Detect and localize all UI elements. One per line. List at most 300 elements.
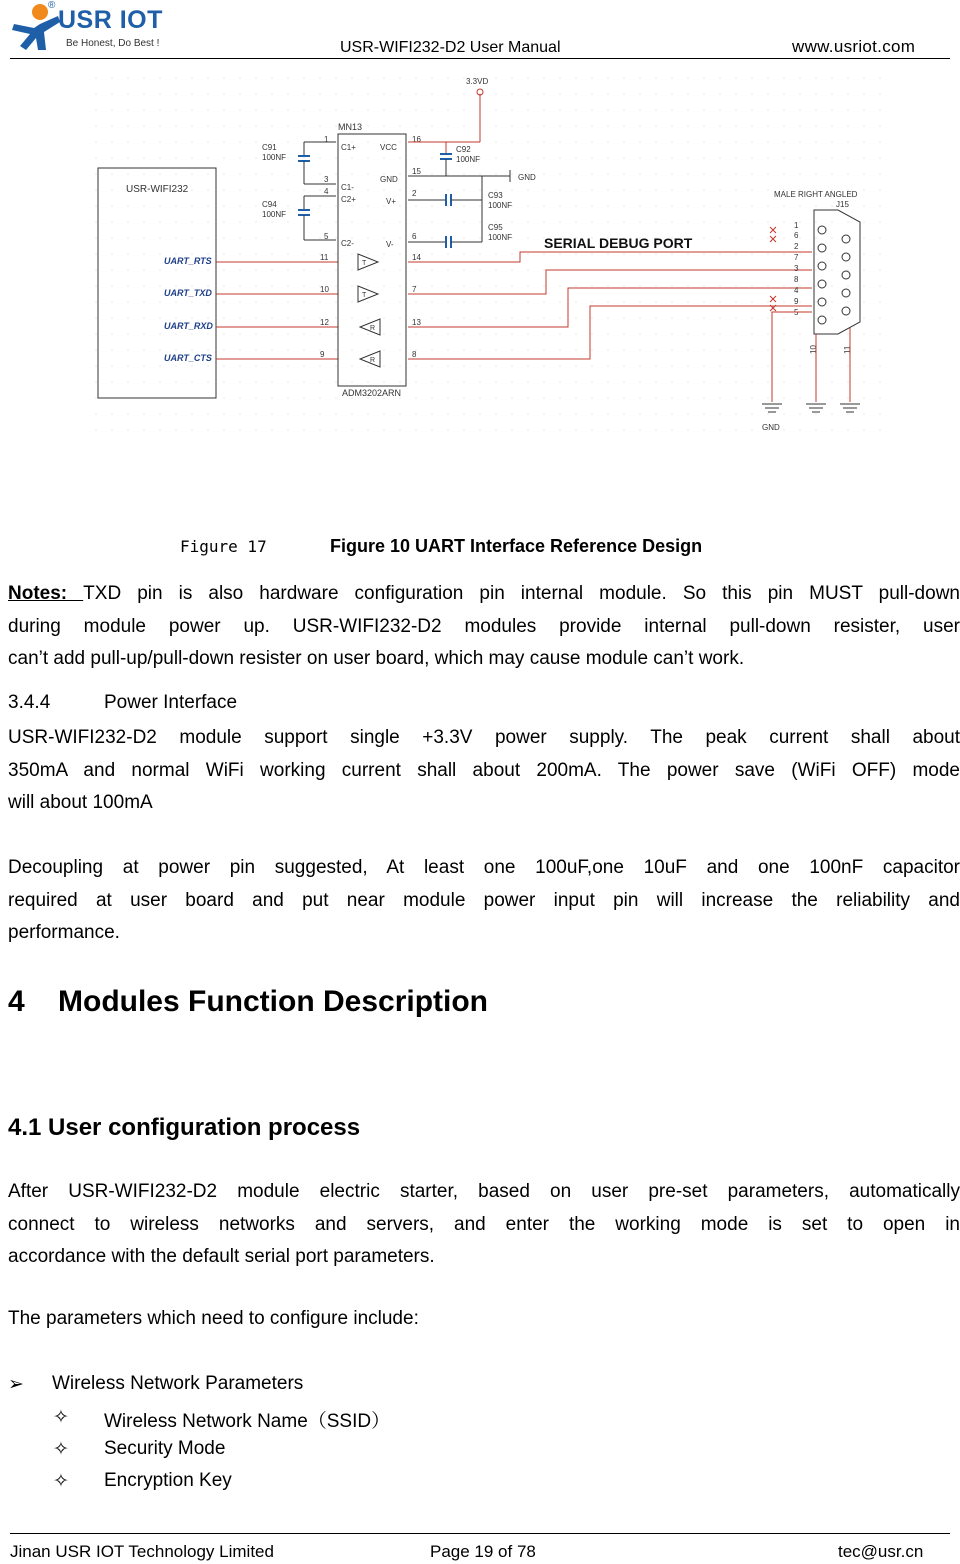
grid-dot (111, 77, 112, 78)
grid-dot (239, 269, 240, 270)
grid-dot (511, 349, 512, 350)
grid-dot (479, 205, 480, 206)
grid-dot (383, 301, 384, 302)
grid-dot (751, 333, 752, 334)
grid-dot (863, 301, 864, 302)
grid-dot (831, 349, 832, 350)
grid-dot (687, 141, 688, 142)
grid-dot (447, 269, 448, 270)
grid-dot (511, 333, 512, 334)
grid-dot (735, 301, 736, 302)
grid-dot (159, 141, 160, 142)
grid-dot (735, 173, 736, 174)
grid-dot (415, 269, 416, 270)
grid-dot (431, 301, 432, 302)
grid-dot (191, 285, 192, 286)
grid-dot (575, 77, 576, 78)
grid-dot (239, 77, 240, 78)
grid-dot (655, 381, 656, 382)
grid-dot (719, 205, 720, 206)
cap-value: 100NF (262, 153, 287, 162)
grid-dot (223, 413, 224, 414)
grid-dot (719, 253, 720, 254)
grid-dot (367, 237, 368, 238)
grid-dot (879, 157, 880, 158)
grid-dot (639, 301, 640, 302)
grid-dot (383, 189, 384, 190)
grid-dot (767, 397, 768, 398)
grid-dot (607, 125, 608, 126)
grid-dot (831, 109, 832, 110)
grid-dot (751, 349, 752, 350)
text-line: accordance with the default serial port parameters. (8, 1246, 435, 1267)
grid-dot (143, 125, 144, 126)
grid-dot (511, 109, 512, 110)
text-line: The parameters which need to configure include: (8, 1308, 419, 1329)
grid-dot (399, 253, 400, 254)
grid-dot (607, 413, 608, 414)
grid-dot (463, 205, 464, 206)
grid-dot (767, 333, 768, 334)
grid-dot (799, 381, 800, 382)
grid-dot (127, 413, 128, 414)
grid-dot (575, 317, 576, 318)
grid-dot (463, 349, 464, 350)
footer-email: tec@usr.cn (838, 1542, 924, 1561)
grid-dot (111, 413, 112, 414)
grid-dot (303, 189, 304, 190)
grid-dot (319, 157, 320, 158)
grid-dot (431, 237, 432, 238)
grid-dot (255, 189, 256, 190)
grid-dot (799, 93, 800, 94)
grid-dot (623, 333, 624, 334)
grid-dot (239, 125, 240, 126)
grid-dot (719, 349, 720, 350)
grid-dot (239, 157, 240, 158)
grid-dot (751, 301, 752, 302)
grid-dot (383, 333, 384, 334)
grid-dot (303, 93, 304, 94)
grid-dot (623, 77, 624, 78)
grid-dot (95, 333, 96, 334)
grid-dot (287, 269, 288, 270)
grid-dot (367, 301, 368, 302)
grid-dot (559, 125, 560, 126)
grid-dot (623, 413, 624, 414)
grid-dot (207, 381, 208, 382)
grid-dot (127, 253, 128, 254)
grid-dot (191, 317, 192, 318)
grid-dot (239, 93, 240, 94)
grid-dot (543, 365, 544, 366)
grid-dot (111, 205, 112, 206)
grid-dot (671, 413, 672, 414)
diamond-bullet-icon: ✧ (53, 1471, 69, 1492)
grid-dot (207, 157, 208, 158)
subsection-title: Power Interface (104, 692, 238, 713)
grid-dot (767, 317, 768, 318)
grid-dot (415, 333, 416, 334)
grid-dot (127, 429, 128, 430)
grid-dot (607, 189, 608, 190)
grid-dot (415, 205, 416, 206)
no-connect-marks (770, 227, 776, 311)
grid-dot (639, 253, 640, 254)
grid-dot (735, 365, 736, 366)
grid-dot (143, 317, 144, 318)
grid-dot (783, 125, 784, 126)
grid-dot (479, 381, 480, 382)
grid-dot (607, 109, 608, 110)
grid-dot (207, 173, 208, 174)
cap-ref: C95 (488, 223, 503, 232)
grid-dot (175, 221, 176, 222)
grid-dot (255, 365, 256, 366)
grid-dot (815, 77, 816, 78)
grid-dot (127, 205, 128, 206)
connector-pin-num: 8 (794, 275, 799, 284)
grid-dot (495, 77, 496, 78)
grid-dot (207, 109, 208, 110)
grid-dot (351, 221, 352, 222)
ic-pin-num: 11 (320, 253, 329, 262)
grid-dot (767, 93, 768, 94)
grid-dot (783, 205, 784, 206)
grid-dot (383, 317, 384, 318)
grid-dot (735, 141, 736, 142)
grid-dot (399, 93, 400, 94)
grid-dot (143, 141, 144, 142)
grid-dot (367, 77, 368, 78)
grid-dot (799, 237, 800, 238)
grid-dot (831, 317, 832, 318)
section-number: 4 (8, 985, 25, 1018)
grid-dot (543, 301, 544, 302)
grid-dot (287, 429, 288, 430)
grid-dot (447, 109, 448, 110)
grid-dot (575, 125, 576, 126)
grid-dot (703, 189, 704, 190)
grid-dot (655, 205, 656, 206)
grid-dot (671, 205, 672, 206)
grid-dot (319, 381, 320, 382)
grid-dot (527, 189, 528, 190)
grid-dot (399, 141, 400, 142)
grid-dot (687, 109, 688, 110)
grid-dot (271, 109, 272, 110)
text-line: 350mA and normal WiFi working current shall about 200mA. The power save (WiFi OFF) mode (8, 759, 960, 781)
grid-dot (559, 333, 560, 334)
grid-dot (143, 333, 144, 334)
grid-dot (351, 429, 352, 430)
grid-dot (639, 125, 640, 126)
grid-dot (415, 109, 416, 110)
grid-dot (175, 429, 176, 430)
grid-dot (431, 429, 432, 430)
ic-pin-name: GND (380, 175, 398, 184)
grid-dot (831, 221, 832, 222)
grid-dot (271, 221, 272, 222)
grid-dot (639, 429, 640, 430)
grid-dot (175, 109, 176, 110)
grid-dot (95, 125, 96, 126)
grid-dot (367, 221, 368, 222)
grid-dot (799, 253, 800, 254)
grid-dot (447, 285, 448, 286)
registered-mark: ® (48, 0, 56, 11)
grid-dot (319, 429, 320, 430)
grid-dot (783, 253, 784, 254)
grid-dot (479, 269, 480, 270)
grid-dot (767, 349, 768, 350)
grid-dot (687, 125, 688, 126)
grid-dot (255, 381, 256, 382)
grid-dot (447, 317, 448, 318)
grid-dot (303, 285, 304, 286)
grid-dot (175, 349, 176, 350)
grid-dot (783, 333, 784, 334)
grid-dot (335, 333, 336, 334)
grid-dot (799, 413, 800, 414)
grid-dot (239, 301, 240, 302)
grid-dot (479, 189, 480, 190)
grid-dot (735, 157, 736, 158)
grid-dot (831, 205, 832, 206)
grid-dot (111, 93, 112, 94)
grid-dot (735, 397, 736, 398)
grid-dot (639, 349, 640, 350)
grid-dot (687, 285, 688, 286)
grid-dot (111, 269, 112, 270)
grid-dot (575, 205, 576, 206)
grid-dot (719, 413, 720, 414)
grid-dot (239, 333, 240, 334)
grid-dot (863, 333, 864, 334)
grid-dot (639, 333, 640, 334)
grid-dot (399, 173, 400, 174)
grid-dot (671, 317, 672, 318)
grid-dot (783, 317, 784, 318)
grid-dot (383, 285, 384, 286)
grid-dot (847, 429, 848, 430)
grid-dot (815, 125, 816, 126)
grid-dot (95, 237, 96, 238)
grid-dot (687, 349, 688, 350)
grid-dot (175, 237, 176, 238)
grid-dot (175, 125, 176, 126)
gnd-label: GND (762, 423, 780, 432)
connector-pin-num: 3 (794, 264, 799, 273)
grid-dot (111, 141, 112, 142)
grid-dot (847, 397, 848, 398)
grid-dot (159, 237, 160, 238)
grid-dot (671, 381, 672, 382)
ic-pin-num: 15 (412, 167, 421, 176)
grid-dot (335, 253, 336, 254)
grid-dot (607, 365, 608, 366)
grid-dot (527, 125, 528, 126)
driver-label: R (370, 357, 376, 364)
grid-dot (639, 109, 640, 110)
grid-dot (143, 221, 144, 222)
grid-dot (495, 93, 496, 94)
grid-dot (575, 173, 576, 174)
grid-dot (735, 221, 736, 222)
manual-title: USR-WIFI232-D2 User Manual (340, 39, 561, 56)
grid-dot (847, 301, 848, 302)
grid-dot (175, 285, 176, 286)
grid-dot (511, 301, 512, 302)
grid-dot (223, 365, 224, 366)
grid-dot (591, 93, 592, 94)
grid-dot (287, 109, 288, 110)
grid-dot (575, 429, 576, 430)
grid-dot (783, 397, 784, 398)
grid-dot (863, 189, 864, 190)
grid-dot (799, 365, 800, 366)
grid-dot (863, 429, 864, 430)
cap-ref: C94 (262, 200, 277, 209)
grid-dot (543, 93, 544, 94)
grid-dot (495, 381, 496, 382)
serial-debug-port-label: SERIAL DEBUG PORT (544, 235, 693, 251)
grid-dot (399, 333, 400, 334)
grid-dot (879, 109, 880, 110)
grid-dot (511, 429, 512, 430)
grid-dot (639, 397, 640, 398)
ic-pin-num: 10 (320, 285, 329, 294)
grid-dot (223, 285, 224, 286)
grid-dot (559, 397, 560, 398)
grid-dot (511, 173, 512, 174)
grid-dot (687, 413, 688, 414)
subsection-heading: 4.1 User configuration process (8, 1114, 361, 1141)
grid-dot (783, 77, 784, 78)
grid-dot (751, 189, 752, 190)
subsection-number: 3.4.4 (8, 692, 51, 713)
grid-dot (495, 285, 496, 286)
grid-dot (127, 77, 128, 78)
grid-dot (671, 189, 672, 190)
grid-dot (271, 269, 272, 270)
grid-dot (127, 301, 128, 302)
connector-pin-num: 2 (794, 242, 799, 251)
grid-dot (367, 349, 368, 350)
grid-dot (591, 141, 592, 142)
grid-dot (831, 77, 832, 78)
grid-dot (607, 77, 608, 78)
grid-dot (239, 253, 240, 254)
grid-dot (463, 269, 464, 270)
grid-dot (687, 381, 688, 382)
grid-dot (543, 429, 544, 430)
grid-dot (95, 221, 96, 222)
grid-dot (335, 301, 336, 302)
grid-dot (623, 301, 624, 302)
grid-dot (671, 333, 672, 334)
grid-dot (847, 365, 848, 366)
grid-dot (479, 333, 480, 334)
figure-label: Figure 17 (180, 537, 267, 556)
config-intro (8, 1303, 960, 1336)
grid-dot (719, 317, 720, 318)
grid-dot (255, 429, 256, 430)
grid-dot (767, 413, 768, 414)
grid-dot (335, 269, 336, 270)
grid-dot (399, 77, 400, 78)
connector-pin-num: 5 (794, 308, 799, 317)
text-line: Decoupling at power pin suggested, At least one 100uF,one 10uF and one 100nF capacitor (8, 857, 960, 878)
grid-dot (191, 125, 192, 126)
grid-dot (143, 173, 144, 174)
grid-dot (623, 365, 624, 366)
grid-dot (559, 141, 560, 142)
grid-dot (831, 285, 832, 286)
grid-dot (383, 429, 384, 430)
sub-list-item: Encryption Key (104, 1470, 232, 1491)
grid-dot (879, 189, 880, 190)
grid-dot (191, 109, 192, 110)
grid-dot (799, 429, 800, 430)
grid-dot (495, 317, 496, 318)
grid-dot (719, 333, 720, 334)
grid-dot (831, 397, 832, 398)
grid-dot (239, 413, 240, 414)
header-divider (10, 58, 950, 59)
grid-dot (751, 317, 752, 318)
grid-dot (207, 77, 208, 78)
grid-dot (655, 141, 656, 142)
grid-dot (751, 77, 752, 78)
ic-pin-num: 9 (320, 350, 325, 359)
grid-dot (559, 109, 560, 110)
grid-dot (511, 317, 512, 318)
grid-dot (207, 125, 208, 126)
grid-dot (703, 141, 704, 142)
grid-dot (687, 365, 688, 366)
grid-dot (431, 269, 432, 270)
grid-dot (671, 365, 672, 366)
grid-dot (95, 365, 96, 366)
grid-dot (431, 125, 432, 126)
grid-dot (335, 317, 336, 318)
grid-dot (527, 397, 528, 398)
grid-dot (719, 285, 720, 286)
grid-dot (447, 77, 448, 78)
grid-dot (863, 173, 864, 174)
grid-dot (591, 317, 592, 318)
grid-dot (431, 189, 432, 190)
grid-dot (287, 317, 288, 318)
grid-dot (495, 173, 496, 174)
grid-dot (303, 269, 304, 270)
grid-dot (287, 221, 288, 222)
grid-dot (303, 413, 304, 414)
grid-dot (223, 93, 224, 94)
grid-dot (671, 253, 672, 254)
grid-dot (399, 429, 400, 430)
grid-dot (175, 173, 176, 174)
grid-dot (319, 189, 320, 190)
grid-dot (255, 221, 256, 222)
grid-dot (735, 189, 736, 190)
grid-dot (255, 157, 256, 158)
connector-label: MALE RIGHT ANGLED (774, 190, 858, 199)
grid-dot (383, 125, 384, 126)
gnd-short-label: GND (518, 173, 536, 182)
grid-dot (703, 317, 704, 318)
